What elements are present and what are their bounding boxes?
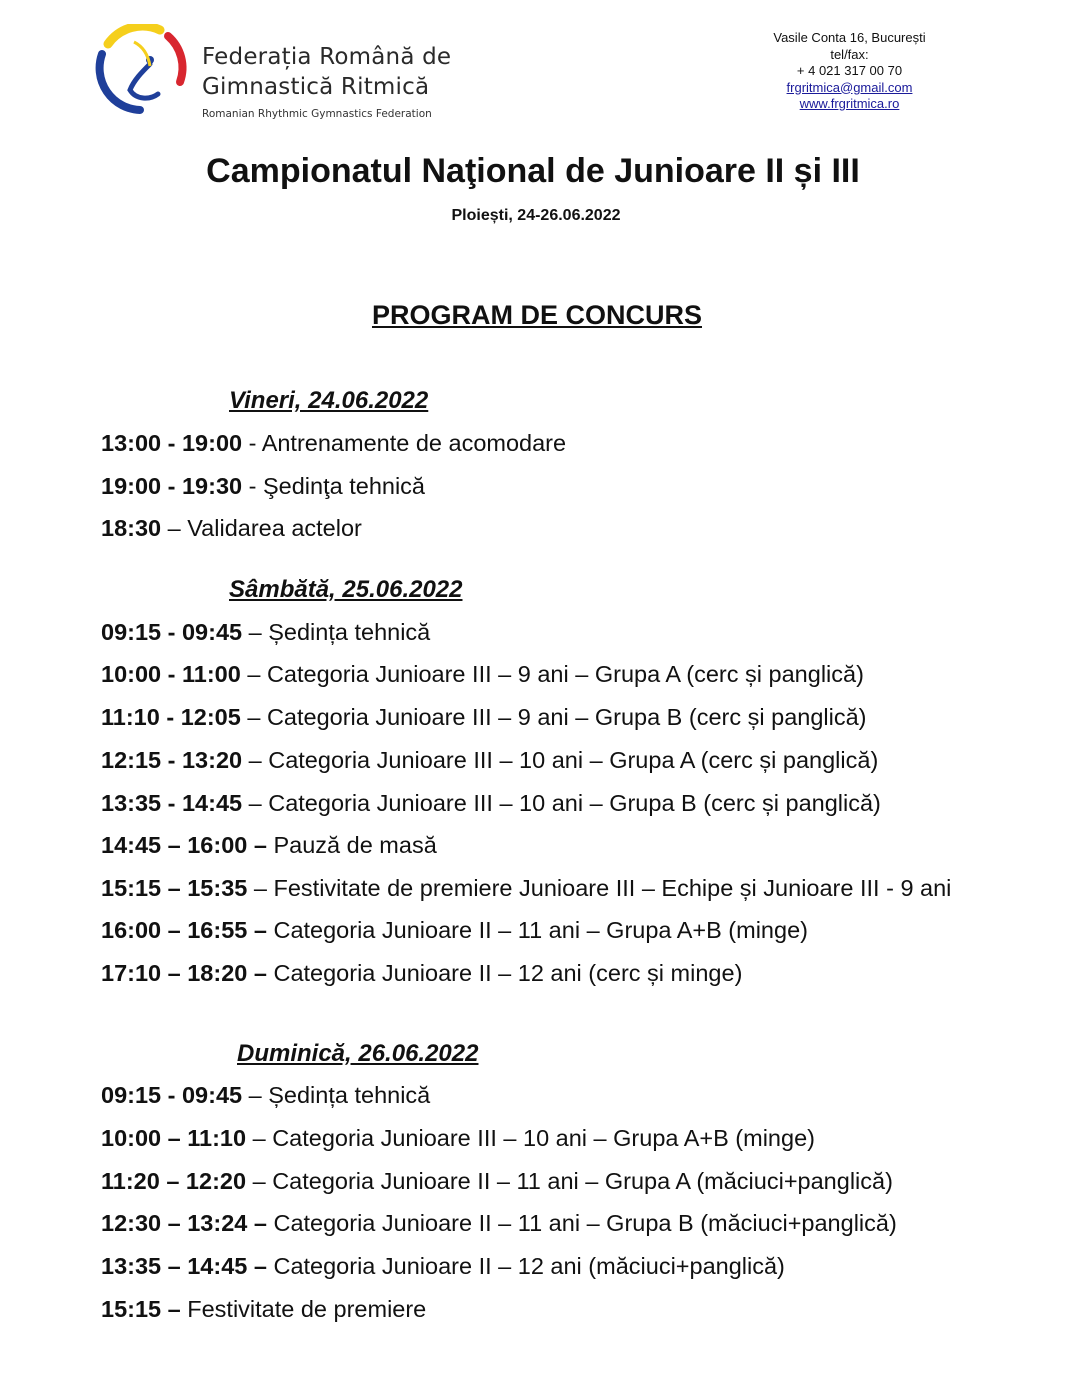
schedule-row — [101, 832, 437, 859]
separator: – — [246, 1125, 273, 1151]
schedule-activity: Ședința tehnică — [268, 619, 431, 645]
org-name-line1: Federația Română de — [202, 44, 452, 70]
schedule-row — [101, 661, 864, 688]
separator: – — [240, 661, 267, 687]
schedule-activity: Pauză de masă — [273, 832, 437, 858]
schedule-row — [101, 1125, 815, 1152]
schedule-activity: Validarea actelor — [187, 515, 362, 541]
organization-name — [202, 42, 451, 120]
schedule-time: 14:45 – 16:00 – — [101, 832, 267, 858]
day-heading: Duminică, 26.06.2022 — [237, 1040, 479, 1067]
schedule-row — [101, 1210, 897, 1237]
federation-logo — [90, 24, 190, 116]
schedule-time: 12:15 - 13:20 — [101, 747, 243, 773]
schedule-activity: Categoria Junioare III – 10 ani – Grupa A (cerc și panglică) — [268, 747, 879, 773]
schedule-time: 13:35 - 14:45 — [101, 790, 243, 816]
schedule-activity: Categoria Junioare II – 11 ani – Grupa A+B (minge) — [273, 917, 808, 943]
org-name-line2: Gimnastică Ritmică — [202, 74, 430, 100]
website-link[interactable]: www.frgritmica.ro — [799, 96, 900, 111]
schedule-time: 13:35 – 14:45 – — [101, 1253, 267, 1279]
schedule-time: 16:00 – 16:55 – — [101, 917, 267, 943]
schedule-time: 09:15 - 09:45 — [101, 619, 243, 645]
schedule-activity: Festivitate de premiere — [187, 1296, 427, 1322]
day-heading: Sâmbătă, 25.06.2022 — [229, 576, 463, 603]
schedule-activity: Ședința tehnică — [268, 1082, 431, 1108]
schedule-row — [101, 704, 867, 731]
schedule-time: 12:30 – 13:24 – — [101, 1210, 267, 1236]
email-link[interactable]: frgritmica@gmail.com — [786, 79, 913, 95]
schedule-row — [101, 917, 808, 944]
org-name-english: Romanian Rhythmic Gymnastics Federation — [202, 108, 432, 120]
document-title: Campionatul Naţional de Junioare II și III — [206, 152, 860, 190]
schedule-activity: Şedinţa tehnică — [262, 473, 425, 499]
schedule-time: 09:15 - 09:45 — [101, 1082, 243, 1108]
schedule-time: 13:00 - 19:00 — [101, 430, 243, 456]
schedule-time: 19:00 - 19:30 — [101, 473, 243, 499]
schedule-row — [101, 473, 425, 500]
schedule-row — [101, 747, 878, 774]
schedule-activity: Categoria Junioare II – 11 ani – Grupa A (măciuci+panglică) — [272, 1168, 893, 1194]
schedule-row — [101, 1082, 430, 1109]
address: Vasile Conta 16, București — [773, 30, 926, 45]
schedule-row — [101, 619, 430, 646]
schedule-row — [101, 430, 566, 457]
separator: - — [242, 430, 262, 456]
schedule-row — [101, 875, 951, 902]
schedule-row — [101, 1296, 426, 1323]
schedule-time: 15:15 – — [101, 1296, 181, 1322]
schedule-time: 11:10 - 12:05 — [101, 704, 241, 730]
schedule-time: 10:00 - 11:00 — [101, 661, 241, 687]
separator: – — [247, 875, 274, 901]
schedule-time: 18:30 — [101, 515, 162, 541]
day-heading: Vineri, 24.06.2022 — [229, 387, 429, 414]
separator: – — [242, 747, 269, 773]
phone: + 4 021 317 00 70 — [796, 63, 903, 78]
schedule-row — [101, 1168, 893, 1195]
separator: – — [242, 790, 269, 816]
program-heading: PROGRAM DE CONCURS — [371, 300, 702, 330]
schedule-row — [101, 1253, 785, 1280]
schedule-row — [101, 790, 881, 817]
schedule-activity: Categoria Junioare III – 9 ani – Grupa B (cerc și panglică) — [266, 704, 867, 730]
document-subtitle: Ploiești, 24-26.06.2022 — [451, 207, 621, 224]
telfax-label: tel/fax: — [830, 46, 869, 62]
separator: – — [246, 1168, 273, 1194]
schedule-time: 15:15 – 15:35 — [101, 875, 248, 901]
schedule-row — [101, 960, 742, 987]
schedule-time: 11:20 – 12:20 — [101, 1168, 247, 1194]
schedule-activity: Categoria Junioare II – 12 ani (măciuci+panglică) — [273, 1253, 785, 1279]
separator: – — [242, 1082, 269, 1108]
schedule-row — [101, 515, 362, 542]
separator: – — [240, 704, 267, 730]
schedule-activity: Categoria Junioare III – 9 ani – Grupa A (cerc și panglică) — [266, 661, 864, 687]
schedule-time: 10:00 – 11:10 — [101, 1125, 247, 1151]
schedule-activity: Categoria Junioare II – 11 ani – Grupa B (măciuci+panglică) — [273, 1210, 897, 1236]
schedule-activity: Antrenamente de acomodare — [261, 430, 567, 456]
schedule-activity: Categoria Junioare III – 10 ani – Grupa A+B (minge) — [272, 1125, 815, 1151]
schedule-activity: Festivitate de premiere Junioare III – Echipe și Junioare III - 9 ani — [273, 875, 952, 901]
separator: – — [161, 515, 188, 541]
schedule-activity: Categoria Junioare III – 10 ani – Grupa B (cerc și panglică) — [268, 790, 881, 816]
schedule-activity: Categoria Junioare II – 12 ani (cerc și minge) — [273, 960, 743, 986]
separator: - — [242, 473, 263, 499]
schedule-time: 17:10 – 18:20 – — [101, 960, 267, 986]
contact-block — [752, 30, 947, 113]
separator: – — [242, 619, 269, 645]
